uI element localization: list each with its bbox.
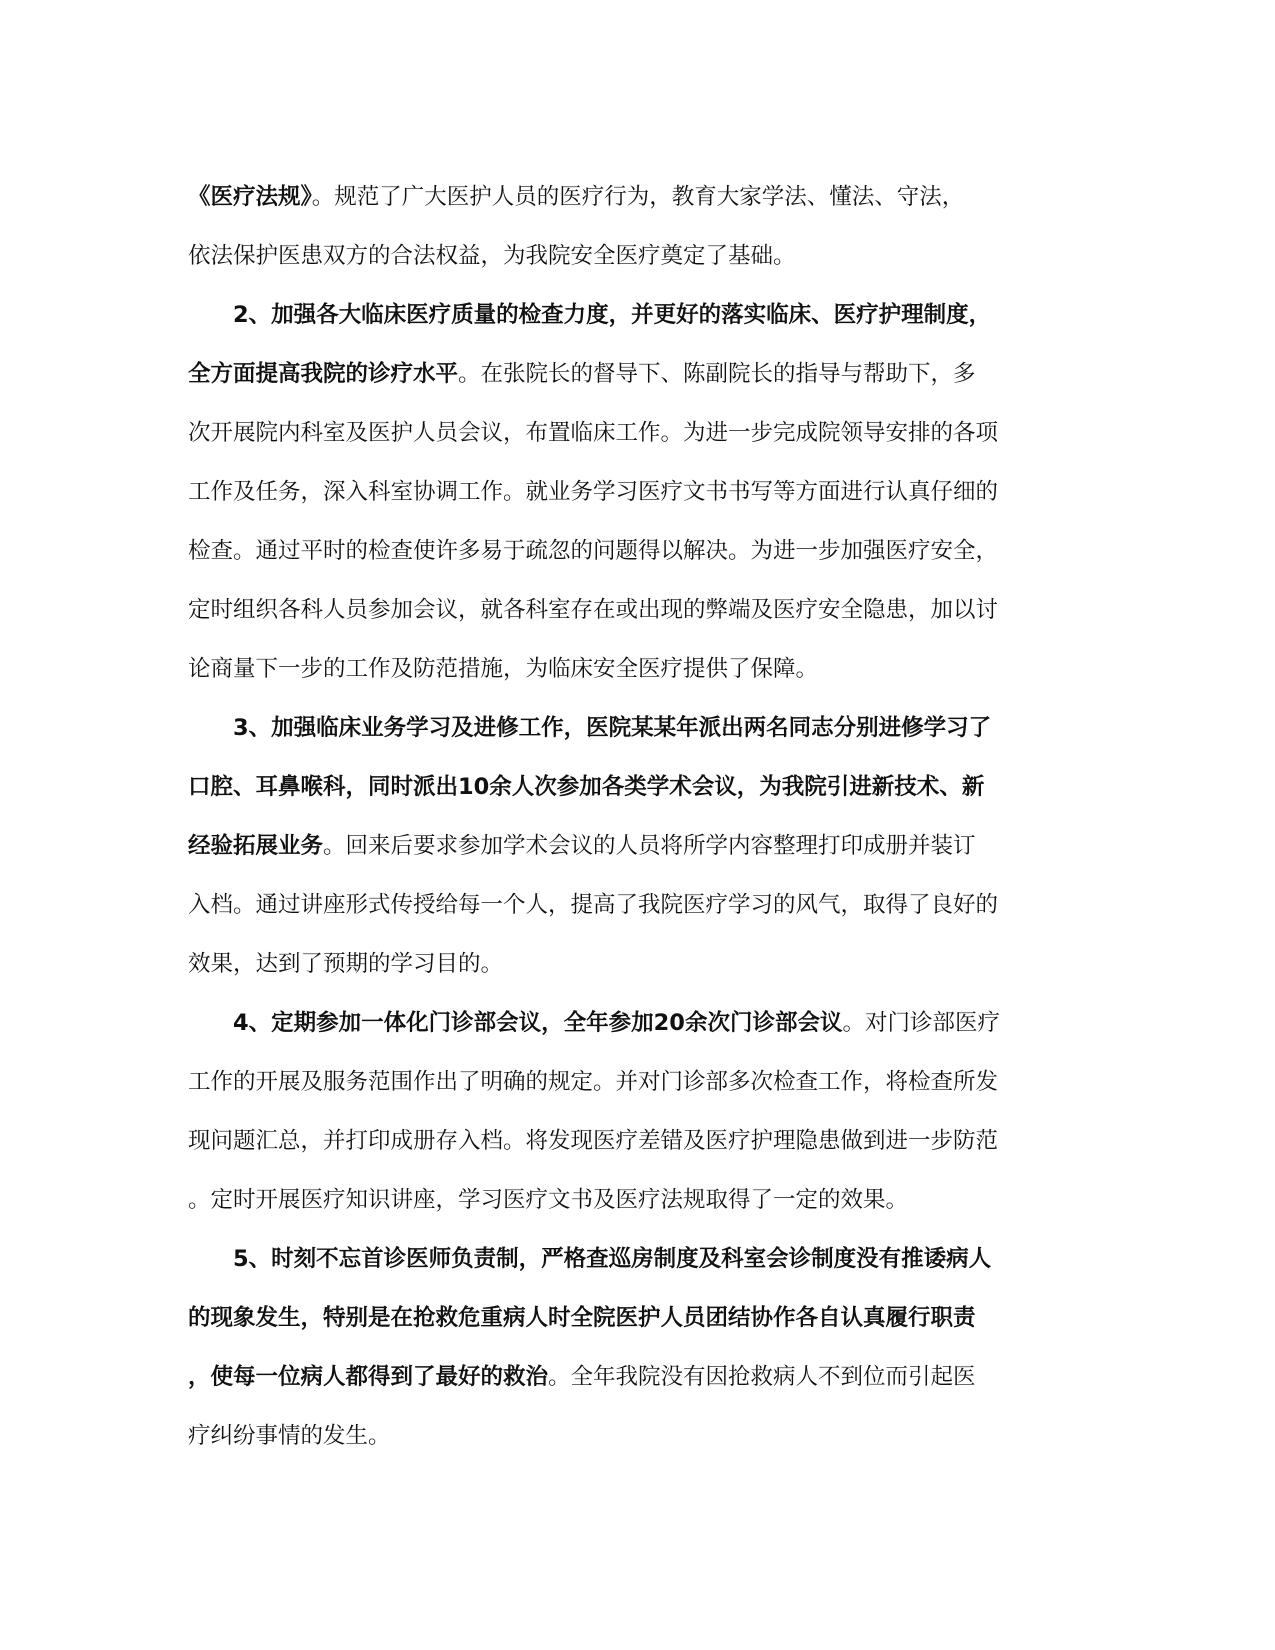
text-line [188,640,1088,699]
paragraph-3-heading-line [188,699,1088,758]
text-line [188,1053,1088,1112]
body-text: 检查。通过平时的检查使许多易于疏忽的问题得以解决。为进一步加强医疗安全， [188,538,999,564]
text-line [188,522,1088,581]
bold-text: 5、时刻不忘首诊医师负责制，严格查巡房制度及科室会诊制度没有推诿病人 [233,1246,992,1272]
text-line [188,876,1088,935]
body-text: 工作的开展及服务范围作出了明确的规定。并对门诊部多次检查工作，将检查所发 [188,1069,999,1095]
body-text: 工作及任务，深入科室协调工作。就业务学习医疗文书书写等方面进行认真仔细的 [188,479,999,505]
bold-text: 2、加强各大临床医疗质量的检查力度，并更好的落实临床、医疗护理制度， [233,302,992,328]
body-text: 论商量下一步的工作及防范措施，为临床安全医疗提供了保障。 [188,656,819,682]
body-text: 效果，达到了预期的学习目的。 [188,951,504,977]
body-text: 定时组织各科人员参加会议，就各科室存在或出现的弊端及医疗安全隐患，加以讨 [188,597,999,623]
text-line [188,345,1088,404]
body-text: 次开展院内科室及医护人员会议，布置临床工作。为进一步完成院领导安排的各项 [188,420,999,446]
text-line [188,758,1088,817]
bold-text: 《医疗法规》 [188,184,312,210]
bold-text: 的现象发生，特别是在抢救危重病人时全院医护人员团结协作各自认真履行职责 [188,1305,976,1331]
text-line [188,1348,1088,1407]
paragraph-2-heading-line [188,286,1088,345]
body-text: 疗纠纷事情的发生。 [188,1423,391,1449]
bold-text: 口腔、耳鼻喉科，同时派出10余人次参加各类学术会议，为我院引进新技术、新 [188,774,985,800]
text-line [188,168,1088,227]
bold-text: ，使每一位病人都得到了最好的救治 [188,1364,549,1390]
body-text: 现问题汇总，并打印成册存入档。将发现医疗差错及医疗护理隐患做到进一步防范 [188,1128,999,1154]
text-line [188,227,1088,286]
bold-text: 4、定期参加一体化门诊部会议，全年参加20余次门诊部会议 [233,1010,843,1036]
text-line [188,1407,1088,1466]
body-text: 。规范了广大医护人员的医疗行为，教育大家学法、懂法、守法， [311,184,965,210]
text-line [188,463,1088,522]
text-line [188,935,1088,994]
body-text: 入档。通过讲座形式传授给每一个人，提高了我院医疗学习的风气，取得了良好的 [188,892,999,918]
document-body [188,168,1088,1466]
text-line [188,404,1088,463]
text-line [188,1171,1088,1230]
bold-text: 全方面提高我院的诊疗水平 [188,361,459,387]
body-text: 。全年我院没有因抢救病人不到位而引起医 [548,1364,976,1390]
paragraph-4-heading-line [188,994,1088,1053]
body-text: 。定时开展医疗知识讲座，学习医疗文书及医疗法规取得了一定的效果。 [188,1187,909,1213]
body-text: 。在张院长的督导下、陈副院长的指导与帮助下，多 [458,361,976,387]
bold-text: 经验拓展业务 [188,833,324,859]
paragraph-5-heading-line [188,1230,1088,1289]
body-text: 。回来后要求参加学术会议的人员将所学内容整理打印成册并装订 [323,833,976,859]
body-text: 。对门诊部医疗 [842,1010,1000,1036]
bold-text: 3、加强临床业务学习及进修工作，医院某某年派出两名同志分别进修学习了 [233,715,992,741]
text-line [188,1289,1088,1348]
body-text: 依法保护医患双方的合法权益，为我院安全医疗奠定了基础。 [188,243,796,269]
text-line [188,1112,1088,1171]
text-line [188,581,1088,640]
text-line [188,817,1088,876]
